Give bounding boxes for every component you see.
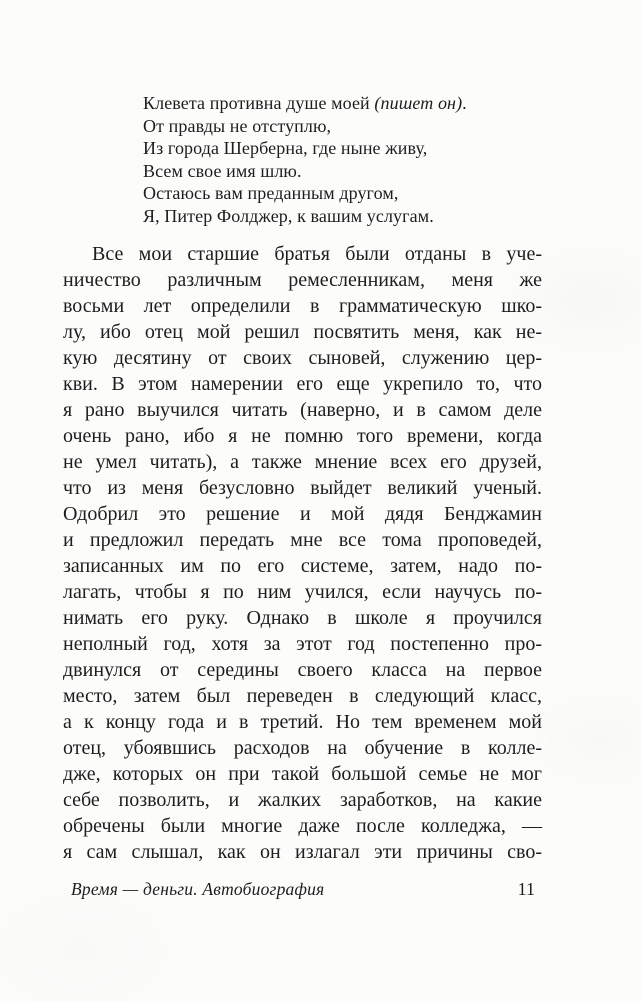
body-text-line: записанных им по его системе, затем, надо по- [63,555,542,577]
verse-line-text: Клевета противна душе моей [143,93,375,113]
body-text-line: и предложил передать мне все тома проповедей, [63,529,542,551]
body-text-line: я рано выучился читать (наверно, и в самом деле [63,399,542,421]
body-text-line: ничество различным ремесленникам, меня же [63,269,542,291]
running-title: Время — деньги. Автобиография [71,879,325,899]
verse-line-punctuation: . [462,93,467,113]
verse-line: Всем свое имя шлю. [143,160,302,181]
body-text-line: не умел читать), а также мнение всех его друзей, [63,451,542,473]
body-text-line: я сам слышал, как он излагал эти причины сво- [63,841,542,863]
body-text-line: лу, ибо отец мой решил посвятить меня, как не- [63,321,542,343]
body-text-line: нимать его руку. Однако в школе я проучился [63,607,542,629]
body-text-line: обречены были многие даже после колледжа, — [63,815,542,837]
verse-line: Я, Питер Фолджер, к вашим услугам. [143,205,434,226]
body-text-line: Все мои старшие братья были отданы в уче- [92,243,542,265]
body-text-line: кую десятину от своих сыновей, служению цер- [63,347,542,369]
verse-inline-attribution: (пишет он) [374,93,463,113]
verse-block [143,92,542,227]
body-text-line: место, затем был переведен в следующий класс, [63,685,542,707]
body-text-line: что из меня безусловно выйдет великий ученый. [63,477,542,499]
body-text-line: а к концу года и в третий. Но тем временем мой [63,711,542,733]
body-text-line: кви. В этом намерении его еще укрепило то, что [63,373,542,395]
page-footer [63,877,542,901]
verse-line [143,92,542,115]
body-text-line: неполный год, хотя за этот год постепенно про- [63,633,542,655]
body-text-line: Одобрил это решение и мой дядя Бенджамин [63,503,542,525]
body-text-line: отец, убоявшись расходов на обучение в колле- [63,737,542,759]
verse-line: Остаюсь вам преданным другом, [143,183,399,203]
body-paragraph [63,241,542,865]
verse-line: Из города Шерберна, где ныне живу, [143,138,428,158]
body-text-line: лагать, чтобы я по ним учился, если научусь по- [63,581,542,603]
page-number: 11 [517,879,535,899]
verse-line: От правды не отступлю, [143,115,332,136]
body-text-line: двинулся от середины своего класса на первое [63,659,542,681]
body-text-line: себе позволить, и жалких заработков, на какие [63,789,542,811]
body-text-line: очень рано, ибо я не помню того времени, когда [63,425,542,447]
body-text-line: дже, которых он при такой большой семье не мог [63,763,542,785]
text-block [63,92,542,865]
body-text-line: восьми лет определили в грамматическую шко- [63,295,542,317]
